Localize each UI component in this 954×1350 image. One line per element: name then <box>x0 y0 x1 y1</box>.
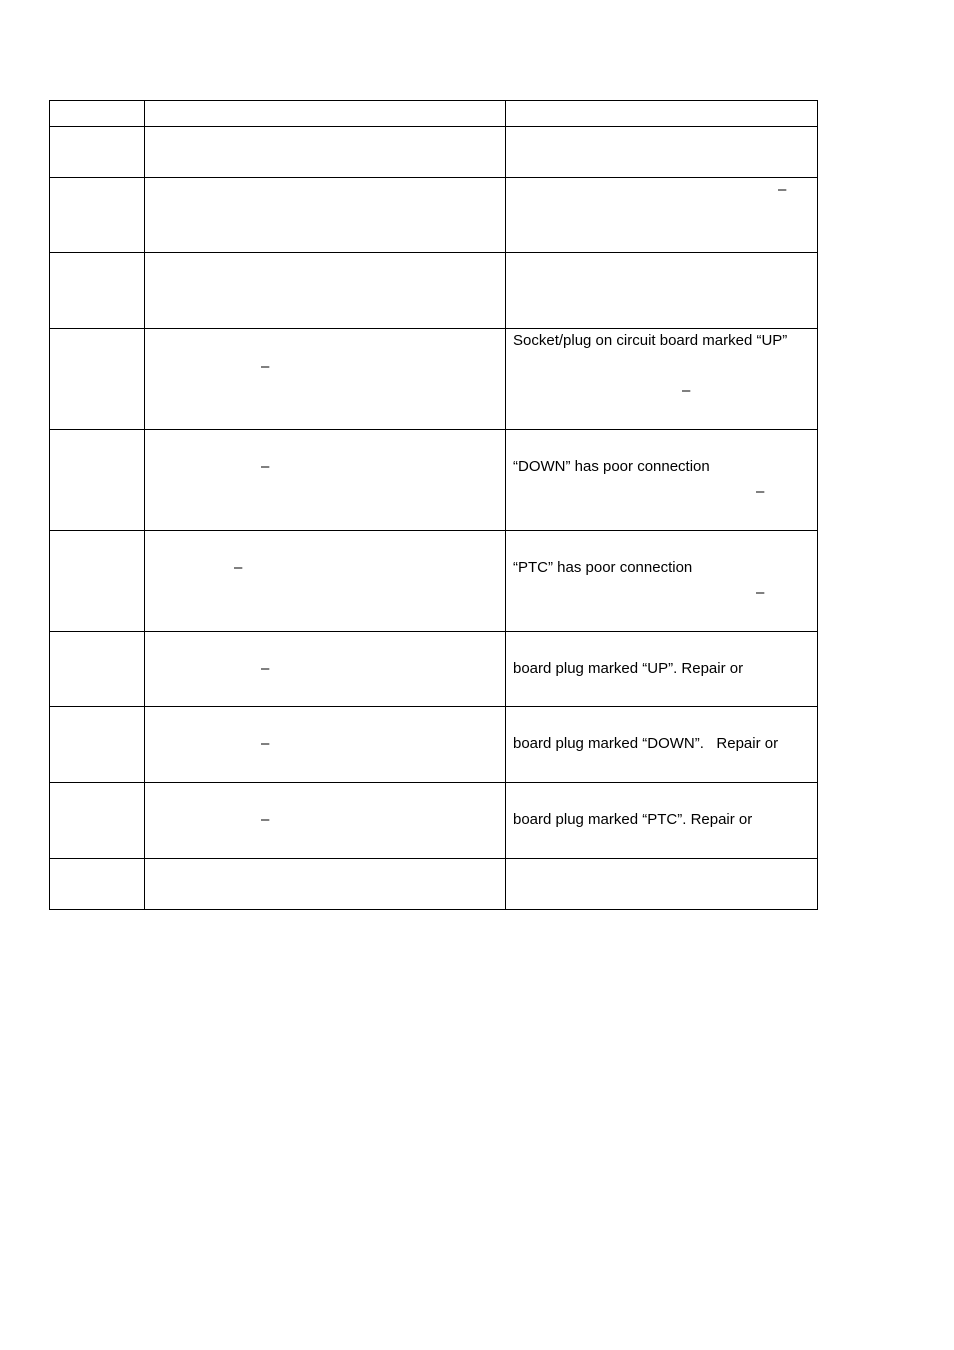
remedy-text: “DOWN” has poor connection <box>513 458 710 475</box>
dash-mark: – <box>234 559 243 576</box>
table-row <box>50 430 818 531</box>
table-row <box>50 783 818 859</box>
remedy-text: board plug marked “PTC”. Repair or <box>513 811 753 828</box>
dash-mark: – <box>756 483 765 500</box>
header-cell-1 <box>50 101 145 127</box>
remedy-text: “PTC” has poor connection <box>513 559 693 576</box>
dash-mark: – <box>756 584 765 601</box>
remedy-text: Socket/plug on circuit board marked “UP” <box>513 332 788 349</box>
table-row <box>50 707 818 783</box>
dash-mark: – <box>261 458 270 475</box>
table-row <box>50 329 818 430</box>
header-cell-2 <box>145 101 506 127</box>
table-row <box>50 859 818 910</box>
header-cell-3 <box>506 101 818 127</box>
table-row <box>50 127 818 178</box>
dash-mark: – <box>261 660 270 677</box>
dash-mark: – <box>261 811 270 828</box>
table-row <box>50 531 818 632</box>
remedy-text: board plug marked “DOWN”. Repair or <box>513 735 779 752</box>
remedy-text: board plug marked “UP”. Repair or <box>513 660 744 677</box>
table-header-row <box>50 101 818 127</box>
dash-mark: – <box>261 358 270 375</box>
table-row <box>50 632 818 707</box>
table-row <box>50 253 818 329</box>
dash-mark: – <box>778 181 787 198</box>
dash-mark: – <box>682 382 691 399</box>
dash-mark: – <box>261 735 270 752</box>
troubleshooting-table <box>49 100 818 910</box>
table-row <box>50 178 818 253</box>
